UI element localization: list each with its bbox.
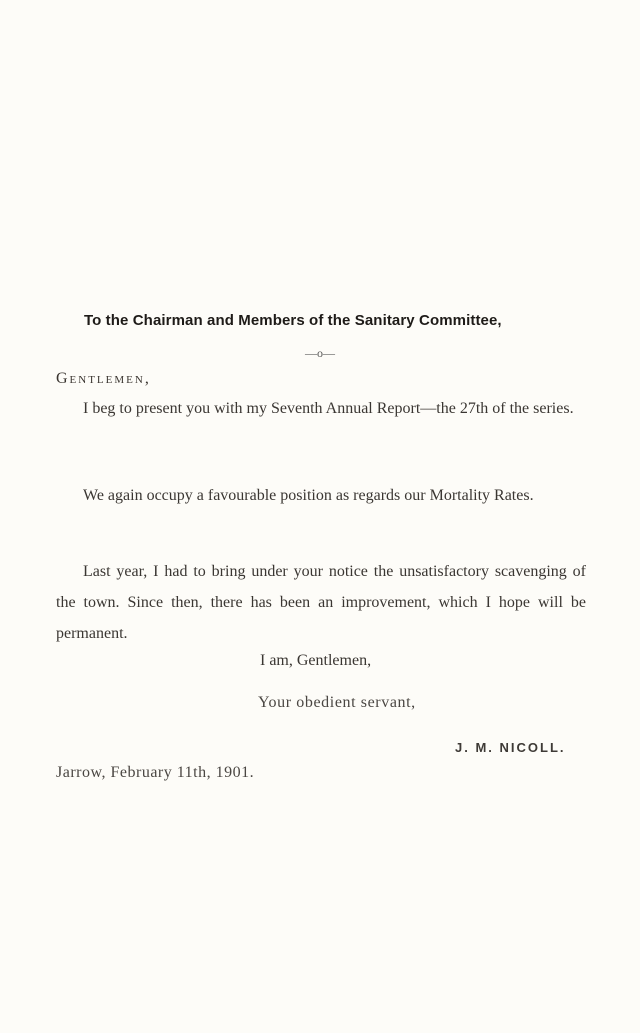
salutation: Gentlemen,: [56, 370, 151, 387]
paragraph-text: Last year, I had to bring under your notice the unsatisfactory scavenging of the town. Since then, there has been an improvement, which I hope will be permanent.: [56, 563, 586, 642]
complimentary-close: Your obedient servant,: [258, 694, 416, 711]
closing-line: I am, Gentlemen,: [260, 652, 372, 669]
letter-paragraph: [56, 393, 586, 424]
section-divider: —o—: [305, 346, 335, 360]
paragraph-text: We again occupy a favourable position as regards our Mortality Rates.: [83, 487, 534, 504]
letter-paragraph: [56, 556, 586, 649]
addressee-heading: To the Chairman and Members of the Sanitary Committee,: [84, 312, 502, 329]
letter-paragraph: [56, 480, 586, 511]
signature: J. M. NICOLL.: [455, 740, 566, 755]
paragraph-text: I beg to present you with my Seventh Annual Report—the 27th of the series.: [83, 400, 574, 417]
place-and-date: Jarrow, February 11th, 1901.: [56, 764, 255, 781]
